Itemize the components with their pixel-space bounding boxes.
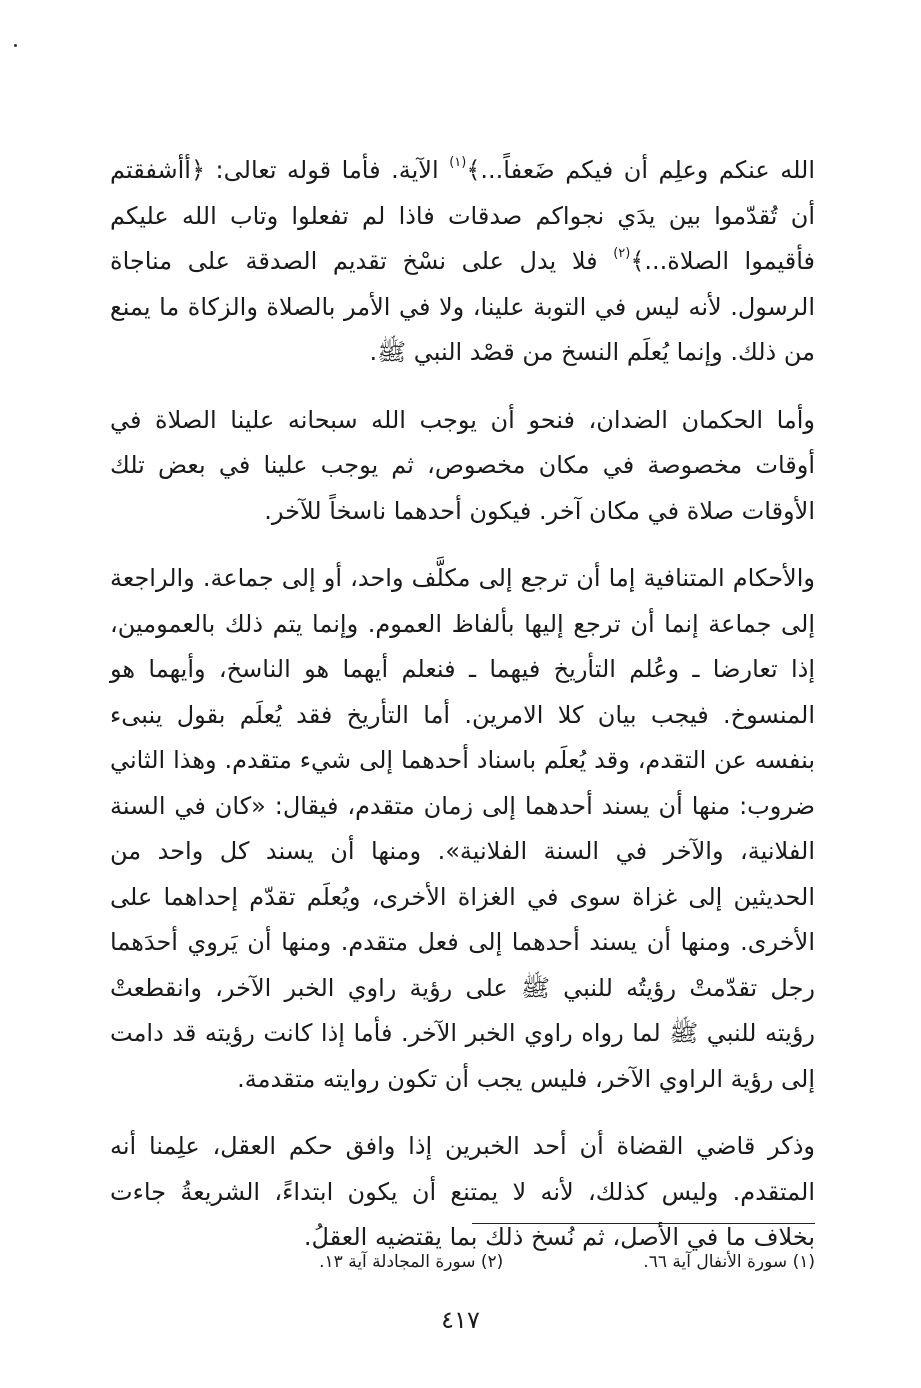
footnote-ref-2: (٢) (613, 246, 631, 261)
page-number: ٤١٧ (441, 1306, 480, 1334)
page-body (110, 148, 815, 1261)
footnote-2: (٢) سورة المجادلة آية ١٣. (319, 1252, 504, 1272)
footnotes (110, 1248, 815, 1276)
scan-mark (14, 44, 17, 47)
paragraph-3: والأحكام المتنافية إما أن ترجع إلى مكلَّف واحد، أو إلى جماعة. والراجعة إلى جماعة إنما أن ترجع إليها بألفاظ العموم. وإنما يتم ذلك بالعمومين، إذا تعارضا ـ وعُلم التأريخ فيهما ـ فنعلم أيهما هو الناسخ، وأيهما هو المنسوخ. فيجب بيان كلا الامرين. أما التأريخ فقد يُعلَم بقول ينبىء بنفسه عن التقدم، وقد يُعلَم باسناد أحدهما إلى شيء متقدم. وهذا الثاني ضروب: منها أن يسند أحدهما إلى زمان متقدم، فيقال: «كان في السنة الفلانية، والآخر في السنة الفلانية». ومنها أن يسند كل واحد من الحديثين إلى غزاة سوى في الغزاة الأخرى، ويُعلَم تقدّم إحداهما على الأخرى. ومنها أن يسند أحدهما إلى فعل متقدم. ومنها أن يَروي أحدَهما رجل تقدّمتْ رؤيتُه للنبي ﷺ على رؤية راوي الخبر الآخر، وانقطعتْ رؤيته للنبي ﷺ لما رواه راوي الخبر الآخر. فأما إذا كانت رؤيته قد دامت إلى رؤية الراوي الآخر، فليس يجب أن تكون روايته متقدمة. (110, 564, 815, 1093)
paragraph-1-text-a: الله عنكم وعلِم أن فيكم ضَعفاً...﴾ (466, 156, 815, 184)
paragraph-1-text-b: الآية. فأما قوله تعالى: ﴿أأشفقتم أن تُقدّموا بين يدَي نجواكم صدقات فاذا لم تفعلوا وتاب الله عليكم فأقيموا الصلاة...﴾ (110, 156, 816, 275)
paragraph-2: وأما الحكمان الضدان، فنحو أن يوجب الله سبحانه علينا الصلاة في أوقات مخصوصة في مكان مخصوص، ثم يوجب علينا في بعض تلك الأوقات صلاة في مكان آخر. فيكون أحدهما ناسخاً للآخر. (110, 405, 815, 525)
paragraph-1 (110, 148, 815, 376)
footnote-divider (472, 1223, 815, 1224)
paragraph-1-text-c: فلا يدل على نسْخ تقديم الصدقة على مناجاة الرسول. لأنه ليس في التوبة علينا، ولا في الأمر بالصلاة والزكاة ما يمنع من ذلك. وإنما يُعلَم النسخ من قصْد النبي ﷺ. (110, 247, 815, 366)
paragraph-4: وذكر قاضي القضاة أن أحد الخبرين إذا وافق حكم العقل، علِمنا أنه المتقدم. وليس كذلك، لأنه لا يمتنع أن يكون ابتداءً، الشريعةُ جاءت بخلاف ما في الأصل، ثم نُسخ ذلك بما يقتضيه العقلُ. (110, 1132, 815, 1251)
footnote-ref-1: (١) (449, 155, 467, 170)
footnote-1: (١) سورة الأنفال آية ٦٦. (643, 1252, 815, 1272)
